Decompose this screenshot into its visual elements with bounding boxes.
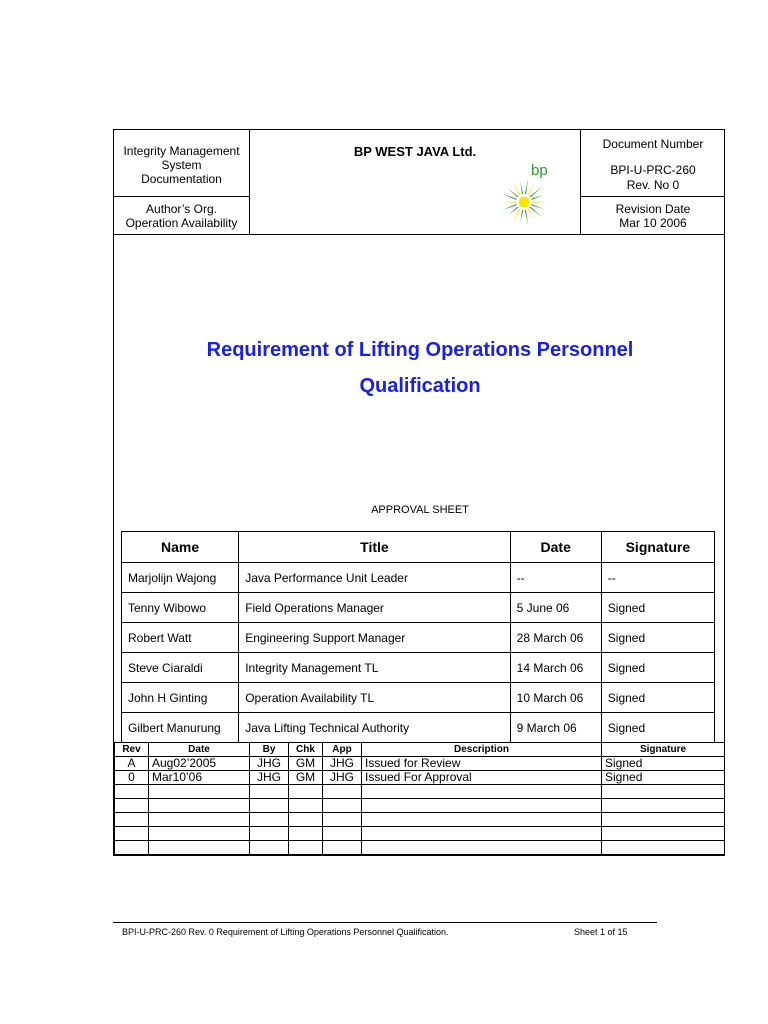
revision-date: Mar 10 2006 xyxy=(619,216,687,230)
approver-name: Robert Watt xyxy=(122,623,239,653)
approval-sheet-label: APPROVAL SHEET xyxy=(371,504,469,516)
rev-header-app: App xyxy=(323,743,362,757)
approval-signature: Signed xyxy=(601,623,714,653)
bp-logo-text: bp xyxy=(531,162,548,179)
approver-title: Java Performance Unit Leader xyxy=(239,563,510,593)
rev-date: Aug02’2005 xyxy=(149,757,250,771)
rev-id: A xyxy=(115,757,149,771)
revision-row-empty xyxy=(115,841,725,855)
revision-row-empty xyxy=(115,827,725,841)
revision-header-row xyxy=(115,743,725,757)
approval-header-title: Title xyxy=(239,532,510,563)
logo-center-yellow xyxy=(519,197,530,208)
rev-header-signature: Signature xyxy=(602,743,725,757)
document-title-line1: Requirement of Lifting Operations Personnel xyxy=(206,339,634,361)
revision-number: Rev. No 0 xyxy=(626,178,680,192)
document-frame xyxy=(113,129,725,856)
doc-number-label: Document Number xyxy=(602,137,704,151)
rev-date: Mar10’06 xyxy=(149,771,250,785)
document-title-line2: Qualification xyxy=(359,375,481,397)
logo-ray xyxy=(503,201,517,202)
approval-signature: Signed xyxy=(601,683,714,713)
logo-ray xyxy=(520,209,523,223)
approval-row xyxy=(122,713,715,743)
approver-title: Java Lifting Technical Authority xyxy=(239,713,510,743)
system-label-line2: System xyxy=(161,158,202,172)
approval-row xyxy=(122,683,715,713)
approval-row xyxy=(122,593,715,623)
rev-by: JHG xyxy=(250,771,289,785)
rev-description: Issued for Review xyxy=(362,757,602,771)
revision-row xyxy=(115,771,725,785)
revision-row-empty xyxy=(115,799,725,813)
revision-table xyxy=(114,742,725,855)
rev-signature: Signed xyxy=(602,771,725,785)
author-org-label: Author’s Org. xyxy=(146,202,217,216)
rev-by: JHG xyxy=(250,757,289,771)
company-name: BP WEST JAVA Ltd. xyxy=(353,144,477,159)
author-org xyxy=(114,202,249,230)
footer-document-ref: BPI-U-PRC-260 Rev. 0 Requirement of Lifting Operations Personnel Qualification. xyxy=(122,927,449,937)
approver-title: Engineering Support Manager xyxy=(239,623,510,653)
approval-signature: Signed xyxy=(601,653,714,683)
rev-header-description: Description xyxy=(362,743,602,757)
approval-signature: Signed xyxy=(601,593,714,623)
approval-date: 5 June 06 xyxy=(510,593,601,623)
rev-header-rev: Rev xyxy=(115,743,149,757)
rev-app: JHG xyxy=(323,757,362,771)
approver-name: Gilbert Manurung xyxy=(122,713,239,743)
logo-ray xyxy=(512,208,521,223)
logo-ray xyxy=(512,181,521,196)
bp-logo xyxy=(497,160,557,228)
approver-title: Field Operations Manager xyxy=(239,593,510,623)
logo-ray xyxy=(531,201,548,202)
revision-row xyxy=(115,757,725,771)
approval-header-date: Date xyxy=(510,532,601,563)
rev-chk: GM xyxy=(289,757,323,771)
rev-chk: GM xyxy=(289,771,323,785)
approval-row xyxy=(122,623,715,653)
approver-title: Integrity Management TL xyxy=(239,653,510,683)
approval-signature: Signed xyxy=(601,713,714,743)
revision-row-empty xyxy=(115,785,725,799)
approval-header-signature: Signature xyxy=(601,532,714,563)
approver-name: Steve Ciaraldi xyxy=(122,653,239,683)
approval-date: 14 March 06 xyxy=(510,653,601,683)
approval-table xyxy=(121,531,715,743)
footer-rule xyxy=(113,922,657,923)
system-label xyxy=(114,144,249,186)
approver-title: Operation Availability TL xyxy=(239,683,510,713)
logo-ray xyxy=(525,209,529,226)
logo-ray xyxy=(520,181,523,195)
revision-date-label: Revision Date xyxy=(615,202,691,216)
approval-signature: -- xyxy=(601,563,714,593)
header-divider-right-h xyxy=(580,196,725,197)
rev-header-date: Date xyxy=(149,743,250,757)
bp-helios-icon xyxy=(497,160,557,228)
logo-ray xyxy=(529,206,542,217)
header-divider-left-h xyxy=(114,196,249,197)
approval-header-row xyxy=(122,532,715,563)
footer-sheet-number: Sheet 1 of 15 xyxy=(574,927,628,937)
rev-signature: Signed xyxy=(602,757,725,771)
approval-date: -- xyxy=(510,563,601,593)
rev-id: 0 xyxy=(115,771,149,785)
author-org-value: Operation Availability xyxy=(125,216,238,230)
approval-row xyxy=(122,563,715,593)
approval-date: 9 March 06 xyxy=(510,713,601,743)
approver-name: Marjolijn Wajong xyxy=(122,563,239,593)
logo-ray xyxy=(525,178,529,195)
revision-row-empty xyxy=(115,813,725,827)
approver-name: John H Ginting xyxy=(122,683,239,713)
logo-ray xyxy=(529,187,542,198)
system-label-line1: Integrity Management xyxy=(123,144,240,158)
approver-name: Tenny Wibowo xyxy=(122,593,239,623)
approval-date: 28 March 06 xyxy=(510,623,601,653)
rev-header-chk: Chk xyxy=(289,743,323,757)
rev-app: JHG xyxy=(323,771,362,785)
rev-header-by: By xyxy=(250,743,289,757)
rev-description: Issued For Approval xyxy=(362,771,602,785)
approval-row xyxy=(122,653,715,683)
doc-number: BPI-U-PRC-260 xyxy=(610,163,696,177)
approval-header-name: Name xyxy=(122,532,239,563)
system-label-line3: Documentation xyxy=(141,172,222,186)
header-bottom-line xyxy=(114,234,724,235)
approval-date: 10 March 06 xyxy=(510,683,601,713)
